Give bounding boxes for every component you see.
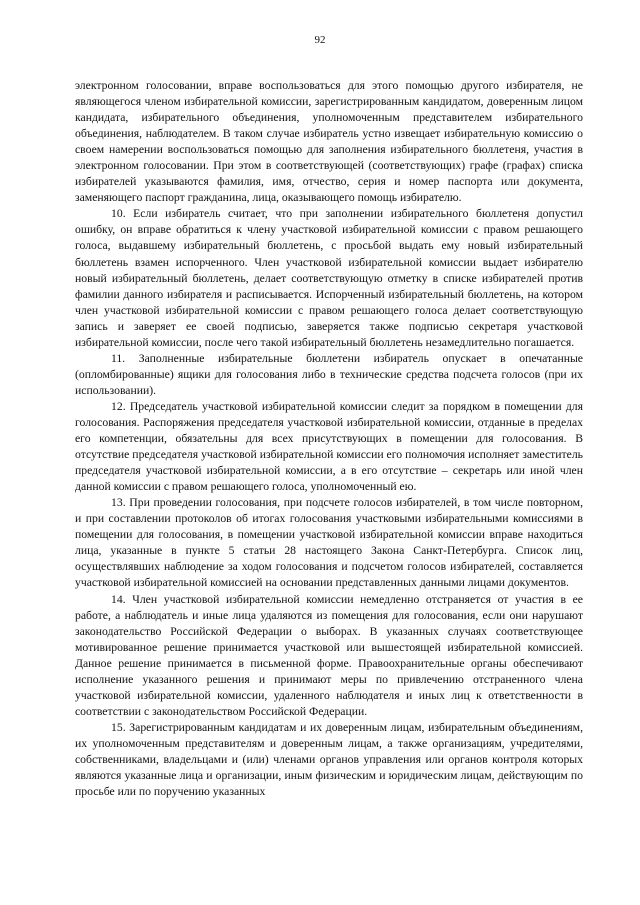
paragraph-15: 15. Зарегистрированным кандидатам и их доверенным лицам, избирательным объединениям, их уполномоченным представителям и доверенным лицам, а также организациям, учредителями, собственниками, владельцами и (или) членами органов управления или органов контроля которых являются указанные лица и организации, иным физическим и юридическим лицам, действующим по просьбе или по поручению указанных bbox=[75, 720, 583, 799]
page-number: 92 bbox=[314, 34, 326, 46]
paragraph-10: 10. Если избиратель считает, что при заполнении избирательного бюллетеня допустил ошибку, он вправе обратиться к члену участковой избирательной комиссии с правом решающего голоса, выдавшему избирательный бюллетень, с просьбой выдать ему новый избирательный бюллетень взамен испорченного. Член участковой избирательной комиссии выдает избирателю новый избирательный бюллетень, делает соответствующую отметку в списке избирателей против фамилии данного избирателя и расписывается. Испорченный избирательный бюллетень, на котором член участковой избирательной комиссии с правом решающего голоса делает соответствующую запись и заверяет ее своей подписью, заверяется также подписью секретаря участковой избирательной комиссии, после чего такой избирательный бюллетень незамедлительно погашается. bbox=[75, 207, 583, 349]
paragraph-12: 12. Председатель участковой избирательной комиссии следит за порядком в помещении для голосования. Распоряжения председателя участковой избирательной комиссии, отданные в пределах его компетенции, обязательны для всех присутствующих в помещении для голосования. В отсутствие председателя участковой избирательной комиссии его полномочия исполняет заместитель председателя участковой избирательной комиссии, а в его отсутствие – секретарь или иной член данной комиссии с правом решающего голоса, уполномоченный ею. bbox=[75, 399, 583, 494]
paragraph-14: 14. Член участковой избирательной комиссии немедленно отстраняется от участия в ее работе, а наблюдатель и иные лица удаляются из помещения для голосования, если они нарушают законодательство Российской Федерации о выборах. В указанных случаях соответствующее мотивированное решение принимается участковой или вышестоящей избирательной комиссией. Данное решение принимается в письменной форме. Правоохранительные органы обеспечивают исполнение указанного решения и принимают меры по привлечению отстраненного члена участковой избирательной комиссии, удаленного наблюдателя и иных лиц к ответственности в соответствии с законодательством Российской Федерации. bbox=[75, 592, 583, 718]
paragraph-continuation: электронном голосовании, вправе воспользоваться для этого помощью другого избирателя, не являющегося членом избирательной комиссии, зарегистрированным кандидатом, доверенным лицом кандидата, избирательного объединения, уполномоченным представителем избирательного объединения, наблюдателем. В таком случае избиратель устно извещает избирательную комиссию о своем намерении воспользоваться помощью для заполнения избирательного бюллетеня, участия в электронном голосовании. При этом в соответствующей (соответствующих) графе (графах) списка избирателей указываются фамилия, имя, отчество, серия и номер паспорта или документа, заменяющего паспорт гражданина, лица, оказывающего помощь избирателю. bbox=[75, 79, 583, 205]
document-body bbox=[75, 78, 583, 800]
paragraph-11: 11. Заполненные избирательные бюллетени избиратель опускает в опечатанные (опломбированные) ящики для голосования либо в технические средства подсчета голосов (при их использовании). bbox=[75, 351, 583, 397]
paragraph-13: 13. При проведении голосования, при подсчете голосов избирателей, в том числе повторном, и при составлении протоколов об итогах голосования участковыми избирательными комиссиями в помещении для голосования, в помещении участковой избирательной комиссии вправе находиться лица, указанные в пункте 5 статьи 28 настоящего Закона Санкт-Петербурга. Список лиц, осуществлявших наблюдение за ходом голосования и подсчетом голосов избирателей, составляется участковой избирательной комиссией на основании представленных данными лицами документов. bbox=[75, 496, 583, 590]
